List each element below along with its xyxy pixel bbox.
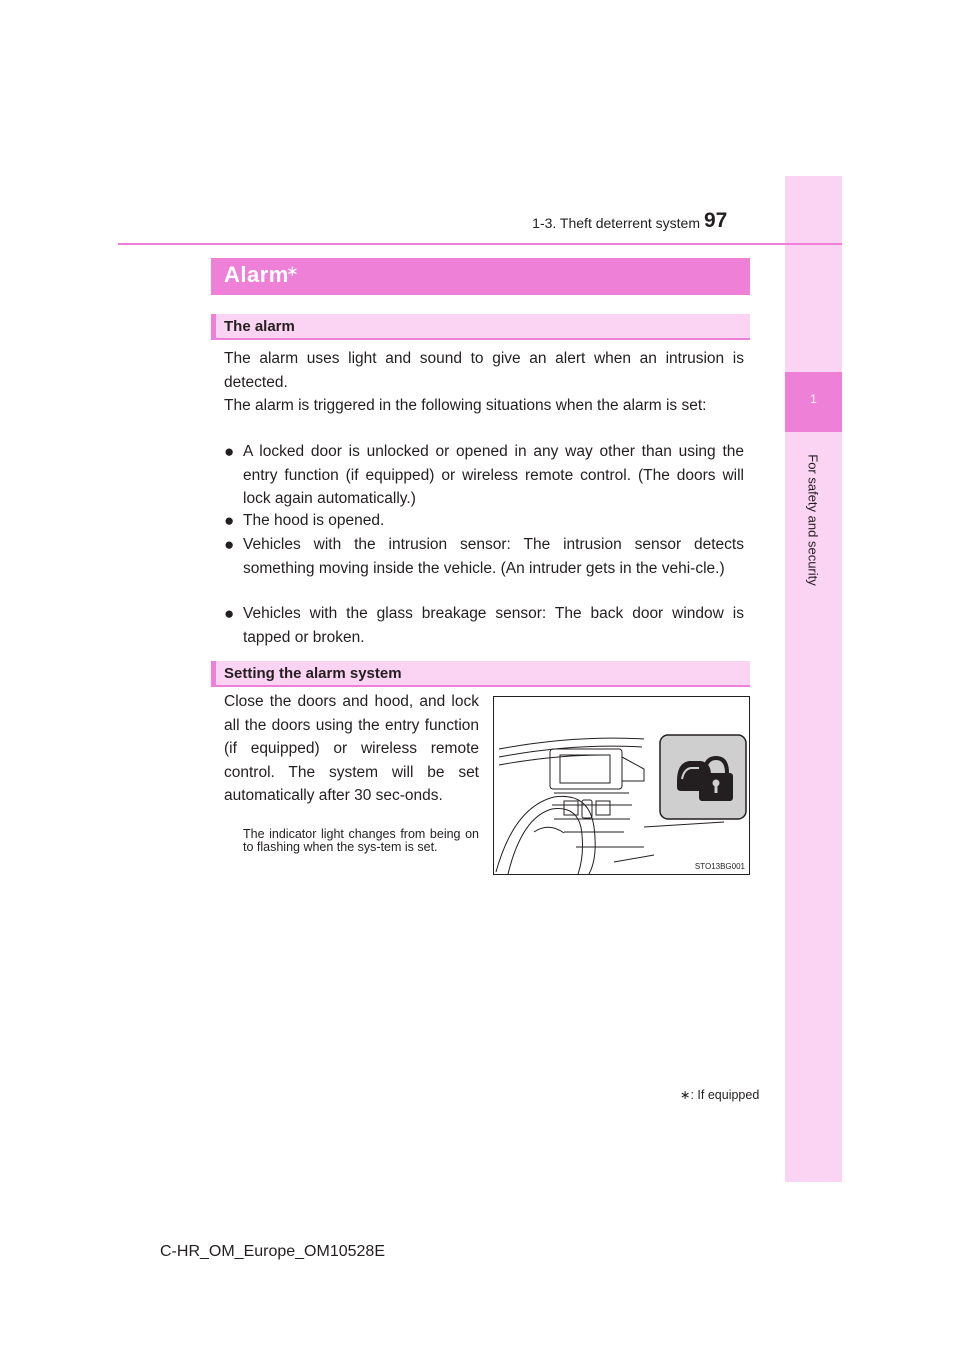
dashboard-illustration [493,696,750,875]
list-item [224,440,744,511]
section-heading-setting-the-alarm: Setting the alarm system [224,665,402,682]
document-footer: C-HR_OM_Europe_OM10528E [160,1243,385,1260]
bullet-icon: ● [224,604,235,623]
footnote-asterisk: ∗ [680,1088,691,1102]
list-item-text: Vehicles with the glass breakage sensor: The back door window is tapped or broken. [243,605,744,646]
footnote [680,1087,759,1102]
figure-code: STO13BG001 [694,862,745,871]
list-item-text: Vehicles with the intrusion sensor: The intrusion sensor detects something moving inside the vehicle. (An intruder gets in the vehi-cle.) [243,536,744,577]
list-item-text: A locked door is unlocked or opened in any way other than using the entry function (if equipped) or wireless remote control. (The doors will lock again automatically.) [243,443,744,507]
side-tab-chapter-number: 1 [810,392,817,406]
title-asterisk: ∗ [286,263,299,280]
running-header: 1-3. Theft deterrent system [532,215,700,231]
side-tab-chapter-title: For safety and security [805,454,821,586]
paragraph: The alarm is triggered in the following situations when the alarm is set: [224,397,707,414]
indicator-note: The indicator light changes from being on to flashing when the sys-tem is set. [243,827,479,854]
bullet-icon: ● [224,442,235,461]
section-heading-the-alarm: The alarm [224,318,295,335]
bullet-icon: ● [224,511,235,530]
list-item [224,602,744,649]
dashboard-drawing [494,697,749,874]
page-title: Alarm [224,262,289,287]
header-rule [118,243,842,245]
list-item-text: The hood is opened. [243,512,385,529]
section-body-text: Close the doors and hood, and lock all the doors using the entry function (if equipped) or wireless remote control. The system will be set automatically after 30 sec-onds. [224,693,479,804]
footnote-text: : If equipped [690,1088,760,1102]
page-number: 97 [704,209,728,232]
list-item [224,533,744,580]
list-item [224,509,744,533]
paragraph: The alarm uses light and sound to give an alert when an intrusion is detected. [224,350,744,391]
bullet-icon: ● [224,535,235,554]
side-tab [785,176,842,1182]
